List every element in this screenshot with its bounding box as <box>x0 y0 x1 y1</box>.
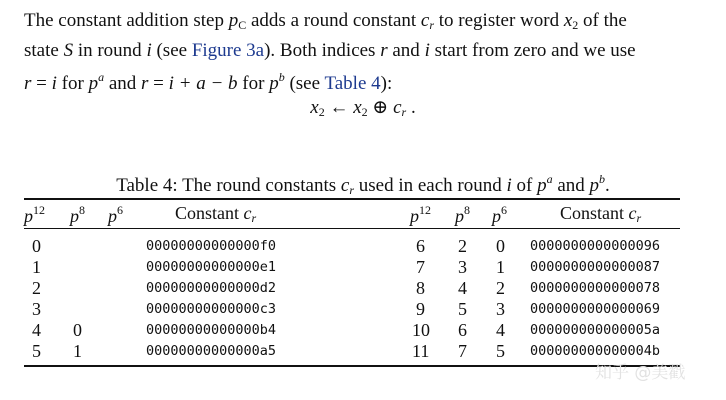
header-p12-left <box>24 203 45 227</box>
table-cell-p8: 0 <box>73 320 82 340</box>
text: Constant <box>175 203 244 223</box>
text: (see <box>151 40 192 61</box>
figure-3a-link[interactable]: Figure 3a <box>191 40 265 61</box>
math-p: p <box>589 175 600 196</box>
math-x: x <box>310 97 319 118</box>
table-cell-p12: 9 <box>416 299 425 319</box>
table-cell-p12: 6 <box>416 236 425 256</box>
arrow-symbol: ← <box>324 97 354 118</box>
math-p: p <box>455 206 464 226</box>
math-i: i <box>506 175 512 196</box>
text: = <box>31 73 52 94</box>
table-cell-p8: 7 <box>458 341 467 361</box>
header-p6-left <box>108 203 123 227</box>
table-cell-p12: 8 <box>416 278 425 298</box>
math-sup: b <box>599 172 606 186</box>
table-cell-p8: 2 <box>458 236 467 256</box>
table-cell-constant: 00000000000000d2 <box>146 280 277 296</box>
math-p: p <box>24 206 33 226</box>
math-r: r <box>24 73 32 94</box>
table-cell-p8: 6 <box>458 320 467 340</box>
math-c: c <box>628 203 637 223</box>
table-top-rule <box>24 198 680 200</box>
table-cell-p8: 3 <box>458 257 467 277</box>
paragraph-line-3 <box>24 64 714 97</box>
text: Constant <box>560 203 629 223</box>
math-p: p <box>108 206 117 226</box>
math-sup: 12 <box>33 203 45 217</box>
text: . <box>406 97 416 118</box>
math-sub: r <box>636 211 642 225</box>
math-sup: b <box>278 70 285 84</box>
math-r: r <box>141 73 149 94</box>
text: of the <box>578 10 627 31</box>
text: adds a round constant <box>246 10 421 31</box>
table-cell-constant: 00000000000000f0 <box>146 238 277 254</box>
watermark: 知乎 @美戳 <box>595 363 686 383</box>
text: state <box>24 40 64 61</box>
math-p: p <box>537 175 547 196</box>
header-constant-left <box>175 203 256 226</box>
table-cell-constant: 00000000000000e1 <box>146 259 277 275</box>
table-cell-constant: 0000000000000087 <box>530 259 661 275</box>
paragraph-line-1 <box>24 8 714 38</box>
math-s: S <box>63 40 74 61</box>
text: for <box>237 73 270 94</box>
text: start from zero and we use <box>429 40 636 61</box>
math-x: x <box>563 10 573 31</box>
text: ): <box>380 73 393 94</box>
text: to register word <box>434 10 564 31</box>
math-sup: 6 <box>501 203 507 217</box>
math-p: p <box>88 73 99 94</box>
text: = <box>148 73 169 94</box>
math-c: c <box>393 97 402 118</box>
table-cell-p12: 4 <box>32 320 41 340</box>
math-sup: 12 <box>419 203 431 217</box>
table-cell-constant: 0000000000000096 <box>530 238 661 254</box>
table-cell-p12: 3 <box>32 299 41 319</box>
math-sup: 8 <box>79 203 85 217</box>
table-cell-constant: 00000000000000a5 <box>146 343 277 359</box>
math-sub: C <box>238 18 247 32</box>
table-cell-p8: 4 <box>458 278 467 298</box>
header-constant-right <box>560 203 641 226</box>
math-i: i <box>146 40 152 61</box>
table-cell-constant: 000000000000005a <box>530 322 661 338</box>
table-cell-p12: 7 <box>416 257 425 277</box>
paragraph-line-2 <box>24 38 714 64</box>
table-cell-constant: 0000000000000078 <box>530 280 661 296</box>
text: and <box>552 175 590 196</box>
table-cell-p6: 5 <box>496 341 505 361</box>
math-p: p <box>492 206 501 226</box>
table-cell-constant: 0000000000000069 <box>530 301 661 317</box>
xor-symbol: ⊕ <box>367 97 394 118</box>
table-cell-p6: 2 <box>496 278 505 298</box>
math-c: c <box>340 175 350 196</box>
text: Table 4: The round constants <box>116 175 341 196</box>
table-cell-constant: 00000000000000b4 <box>146 322 277 338</box>
table-cell-p12: 2 <box>32 278 41 298</box>
math-i: i <box>51 73 57 94</box>
math-sub: r <box>251 211 257 225</box>
math-sub: 2 <box>572 18 579 32</box>
math-i: i <box>424 40 430 61</box>
table-cell-p8: 5 <box>458 299 467 319</box>
math-p: p <box>269 73 279 94</box>
text: (see <box>284 73 325 94</box>
text: ). Both indices <box>264 40 381 61</box>
math-r: r <box>380 40 388 61</box>
table-4-link[interactable]: Table 4 <box>324 73 381 94</box>
math-sub: 2 <box>318 105 325 119</box>
text: used in each round <box>354 175 507 196</box>
table-cell-p6: 0 <box>496 236 505 256</box>
table-cell-p12: 1 <box>32 257 41 277</box>
table-cell-constant: 00000000000000c3 <box>146 301 277 317</box>
math-sup: a <box>546 172 553 186</box>
table-cell-p6: 1 <box>496 257 505 277</box>
text: . <box>605 175 610 196</box>
math-sup: 6 <box>117 203 123 217</box>
header-p6-right <box>492 203 507 227</box>
header-p12-right <box>410 203 431 227</box>
text: and <box>104 73 141 94</box>
table-cell-p12: 0 <box>32 236 41 256</box>
table-cell-p6: 4 <box>496 320 505 340</box>
math-sub: r <box>429 18 435 32</box>
table-header-rule <box>24 228 680 229</box>
math-c: c <box>420 10 430 31</box>
math-sub: r <box>401 105 407 119</box>
header-p8-right <box>455 203 470 227</box>
table-cell-p6: 3 <box>496 299 505 319</box>
table-cell-p12: 10 <box>412 320 430 340</box>
math-expr: i + a − b <box>168 73 238 94</box>
math-sub: r <box>349 183 355 197</box>
body-paragraph <box>24 8 714 97</box>
math-x: x <box>353 97 362 118</box>
header-p8-left <box>70 203 85 227</box>
math-sup: 8 <box>464 203 470 217</box>
table-cell-constant: 000000000000004b <box>530 343 661 359</box>
math-sup: a <box>98 70 105 84</box>
math-sub: 2 <box>361 105 368 119</box>
math-p: p <box>70 206 79 226</box>
text: and <box>387 40 425 61</box>
equation <box>0 96 726 120</box>
table-cell-p8: 1 <box>73 341 82 361</box>
text: for <box>56 73 89 94</box>
table-cell-p12: 11 <box>412 341 430 361</box>
text: The constant addition step <box>24 10 229 31</box>
text: of <box>511 175 538 196</box>
math-p: p <box>228 10 239 31</box>
math-p: p <box>410 206 419 226</box>
table-caption <box>0 172 726 198</box>
table-cell-p12: 5 <box>32 341 41 361</box>
table-bottom-rule <box>24 365 680 367</box>
math-c: c <box>243 203 252 223</box>
text: in round <box>73 40 147 61</box>
